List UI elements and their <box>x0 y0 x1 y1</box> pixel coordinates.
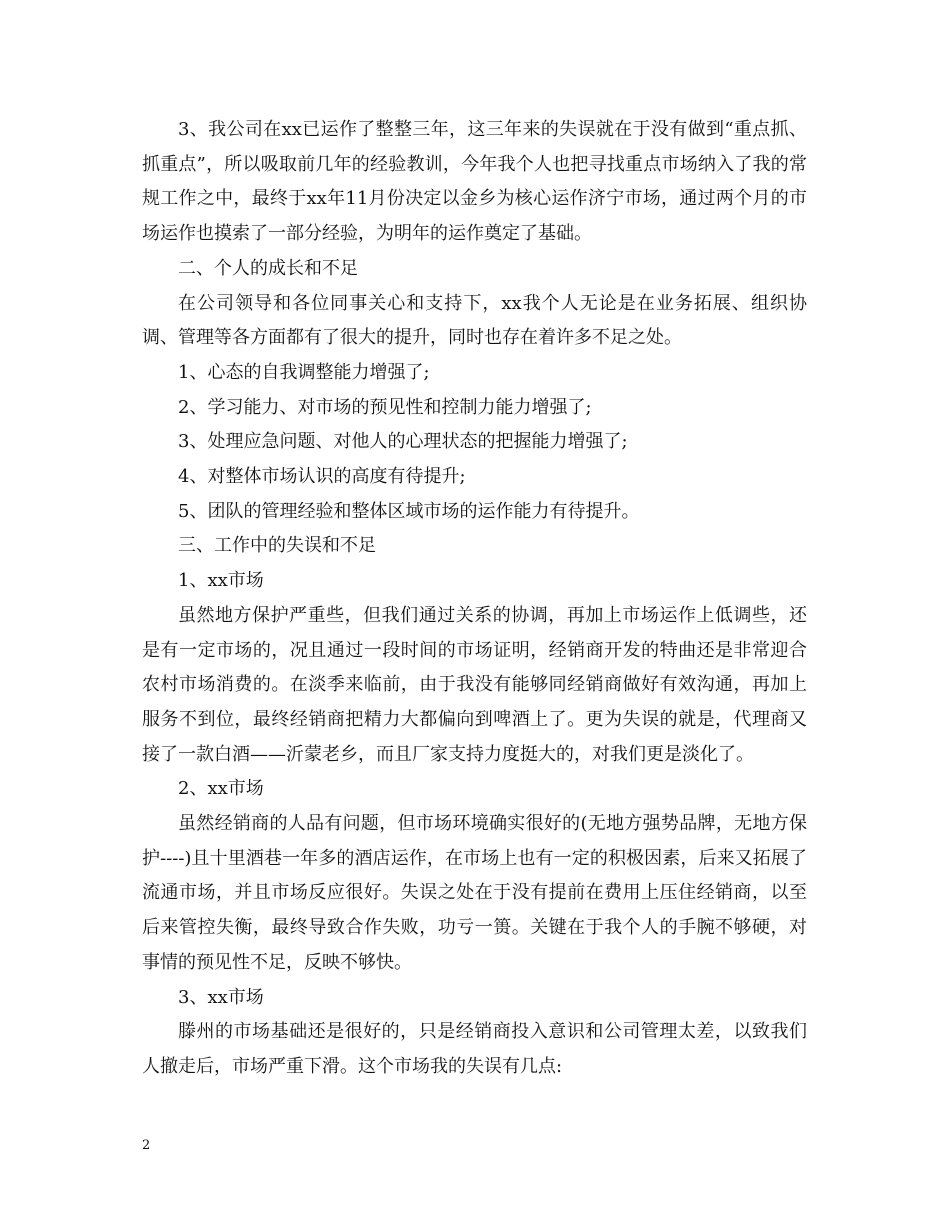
section-heading-2: 二、个人的成长和不足 <box>178 257 358 279</box>
list-item-8: 5、团队的管理经验和整体区域市场的运作能力有待提升。 <box>178 500 640 522</box>
section-heading-9: 三、工作中的失误和不足 <box>178 535 376 557</box>
paragraph-13: 虽然经销商的人品有问题，但市场环境确实很好的(无地方强势品牌，无地方保护----)且十里酒巷一年多的酒店运作，在市场上也有一定的积极因素，后来又拓展了流通市场，并且市场反应很好。失误之处在于没有提前在费用上压住经销商，以至后来管控失衡，最终导致合作失败，功亏一篑。关键在于我个人的手腕不够硬，对事情的预见性不足，反映不够快。 <box>142 813 807 973</box>
page-number: 2 <box>142 1138 151 1153</box>
list-item-4: 1、心态的自我调整能力增强了; <box>178 361 430 383</box>
subheading-10: 1、xx市场 <box>178 570 264 592</box>
paragraph-1: 3、我公司在xx已运作了整整三年，这三年来的失误就在于没有做到“重点抓、抓重点”，所以吸取前几年的经验教训，今年我个人也把寻找重点市场纳入了我的常规工作之中，最终于xx年11月份决定以金乡为核心运作济宁市场，通过两个月的市场运作也摸索了一部分经验，为明年的运作奠定了基础。 <box>142 119 807 245</box>
list-item-5: 2、学习能力、对市场的预见性和控制力能力增强了; <box>178 396 592 418</box>
list-item-7: 4、对整体市场认识的高度有待提升; <box>178 466 466 488</box>
subheading-12: 2、xx市场 <box>178 778 264 800</box>
document-body <box>142 113 807 1085</box>
paragraph-3: 在公司领导和各位同事关心和支持下，xx我个人无论是在业务拓展、组织协调、管理等各方面都有了很大的提升，同时也存在着许多不足之处。 <box>142 292 807 349</box>
list-item-6: 3、处理应急问题、对他人的心理状态的把握能力增强了; <box>178 431 628 453</box>
paragraph-15: 滕州的市场基础还是很好的，只是经销商投入意识和公司管理太差，以致我们人撤走后，市场严重下滑。这个市场我的失误有几点: <box>142 1021 807 1077</box>
paragraph-11: 虽然地方保护严重些，但我们通过关系的协调，再加上市场运作上低调些，还是有一定市场的，况且通过一段时间的市场证明，经销商开发的特曲还是非常迎合农村市场消费的。在淡季来临前，由于我没有能够同经销商做好有效沟通，再加上服务不到位，最终经销商把精力大都偏向到啤酒上了。更为失误的就是，代理商又接了一款白酒——沂蒙老乡，而且厂家支持力度挺大的，对我们更是淡化了。 <box>142 604 807 765</box>
subheading-14: 3、xx市场 <box>178 986 264 1008</box>
